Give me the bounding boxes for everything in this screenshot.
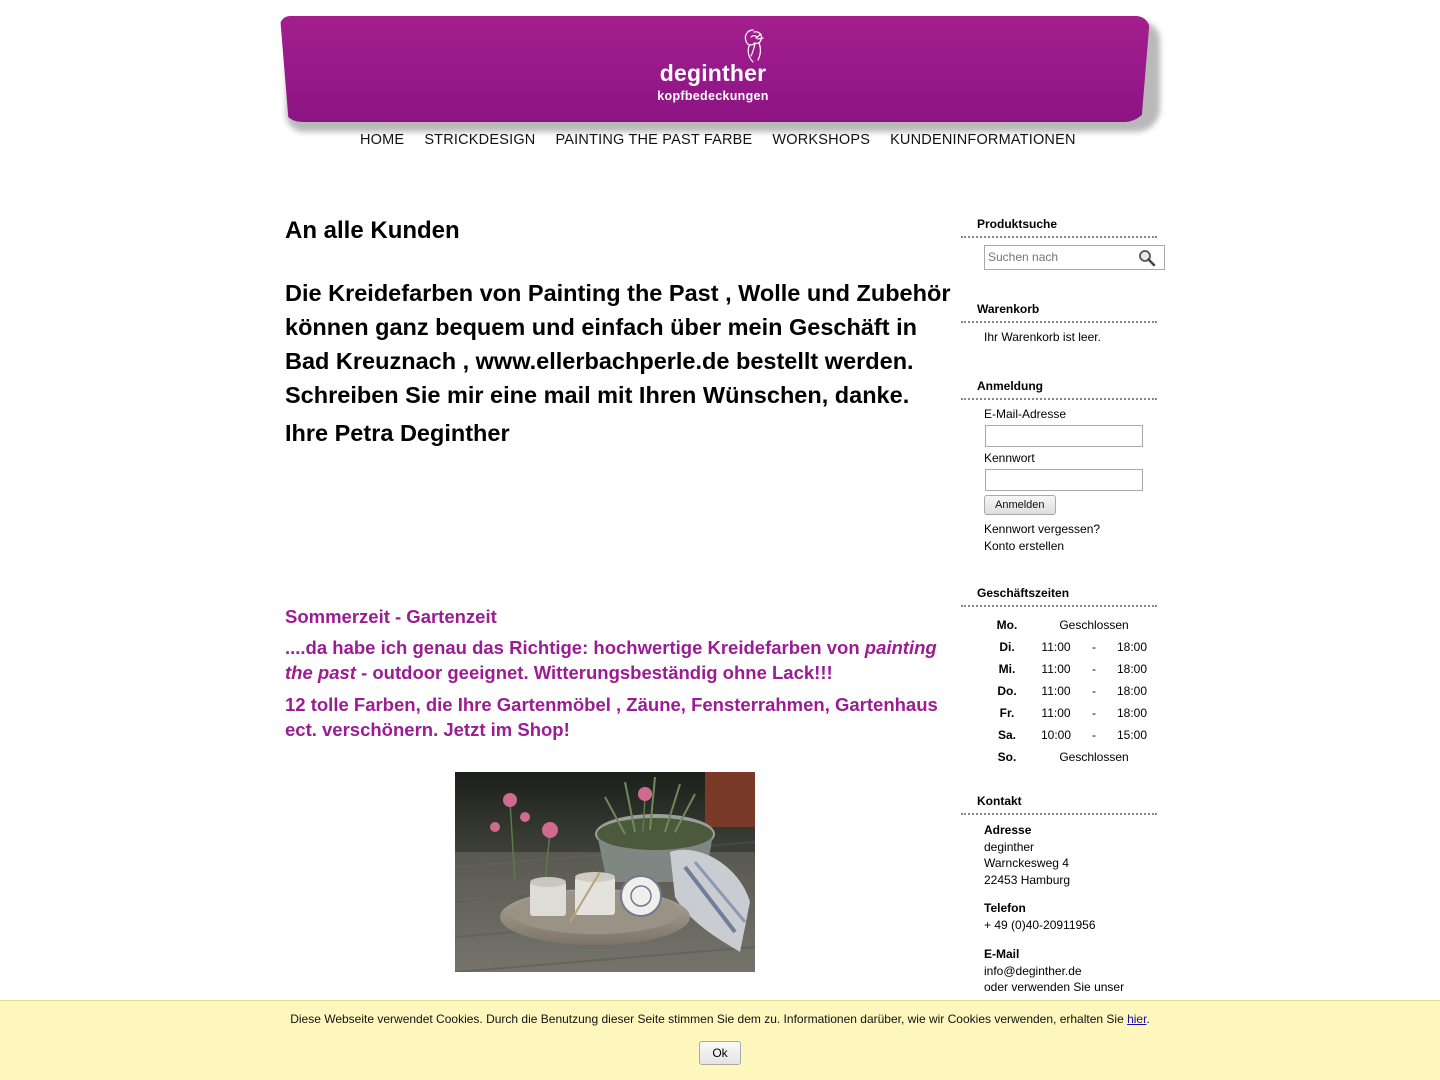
address-line: 22453 Hamburg [984,872,1071,887]
hours-row [984,658,1158,680]
cart-widget [961,301,1157,344]
signature: Ihre Petra Deginther [285,420,510,446]
search-title: Produktsuche [977,217,1058,231]
close-time: 18:00 [1116,640,1148,654]
hours-widget [961,585,1158,768]
day: So. [997,750,1017,764]
nav-kundeninformationen[interactable]: KUNDENINFORMATIONEN [890,132,1076,148]
summer-p1-start: ....da habe ich genau das Richtige: hochwertige Kreidefarben von [285,637,865,658]
divider [961,813,1157,815]
page-heading: An alle Kunden [285,217,460,244]
hours-row [984,746,1158,768]
summer-paragraph-2: 12 tolle Farben, die Ihre Gartenmöbel , Zäune, Fensterrahmen, Gartenhaus ect. verschönern. Jetzt im Shop! [285,694,938,740]
open-time: 11:00 [1041,706,1071,720]
search-field-wrapper [984,245,1165,270]
cookie-text [0,1012,1440,1026]
main-navigation [350,132,1086,148]
close-time: 18:00 [1116,684,1148,698]
register-link[interactable]: Konto erstellen [984,539,1065,553]
close-time: 15:00 [1116,728,1148,742]
address-line: Warnckesweg 4 [984,856,1069,870]
site-logo[interactable] [653,28,773,108]
separator: - [1092,640,1096,654]
photo-illustration [455,772,755,972]
password-label: Kennwort [984,451,1035,465]
hours-row [984,614,1158,636]
search-input[interactable] [985,246,1133,268]
close-time: 18:00 [1116,706,1148,720]
hours-row [984,724,1158,746]
email-label: E-Mail-Adresse [984,407,1067,421]
logo-subtitle: kopfbedeckungen [657,89,769,103]
day: Fr. [999,706,1015,720]
cookie-info-link[interactable]: hier [1127,1012,1147,1026]
closed: Geschlossen [1059,618,1129,632]
address-line: deginther [984,839,1035,854]
cookie-message: Diese Webseite verwendet Cookies. Durch die Benutzung dieser Seite stimmen Sie dem zu. Informationen darüber, wie wir Cookies verwenden, erhalten Sie [290,1012,1128,1026]
closed: Geschlossen [1059,750,1129,764]
divider [961,321,1157,323]
cookie-ok-button[interactable]: Ok [699,1041,741,1065]
email-address[interactable]: info@deginther.de [984,963,1082,978]
intro-paragraph: Die Kreidefarben von Painting the Past , Wolle und Zubehör können ganz bequem und einfach über mein Geschäft in Bad Kreuznach , www.ellerbachperle.de bestellt werden. Schreiben Sie mir eine mail mit Ihren Wünschen, danke. [285,280,951,408]
summer-paragraph-1 [285,635,960,685]
logo-name: deginther [659,60,767,86]
cookie-period: . [1146,1012,1150,1026]
email-note: oder verwenden Sie unser [984,980,1125,994]
separator: - [1092,662,1096,676]
phone-label: Telefon [984,901,1026,915]
phone-number: + 49 (0)40-20911956 [984,917,1096,932]
login-body [961,407,1157,555]
hours-row [984,636,1158,658]
hours-title: Geschäftszeiten [977,586,1070,600]
nav-home[interactable]: HOME [360,132,405,148]
login-button[interactable]: Anmelden [984,495,1056,515]
nav-workshops[interactable]: WORKSHOPS [772,132,871,148]
separator: - [1092,706,1096,720]
password-field[interactable] [985,469,1143,491]
day: Do. [997,684,1017,698]
divider [961,605,1157,607]
hours-row [984,702,1158,724]
summer-title: Sommerzeit - Gartenzeit [285,606,497,627]
forgot-password-link[interactable]: Kennwort vergessen? [984,522,1101,536]
email-contact-label: E-Mail [984,947,1020,961]
open-time: 11:00 [1041,640,1071,654]
search-body [961,245,1165,270]
contact-title: Kontakt [977,794,1022,808]
separator: - [1092,684,1096,698]
cart-title: Warenkorb [977,302,1040,316]
divider [961,236,1157,238]
summer-p1-end: - outdoor geeignet. Witterungsbeständig ohne Lack!!! [355,662,833,683]
day: Sa. [997,728,1016,742]
summer-p1-brand: painting the past [285,637,937,683]
day: Di. [999,640,1015,654]
login-widget [961,378,1157,555]
search-icon[interactable] [1138,249,1156,267]
search-widget [961,216,1165,270]
nav-strickdesign[interactable]: STRICKDESIGN [424,132,536,148]
contact-widget [961,793,1157,996]
divider [961,398,1157,400]
open-time: 10:00 [1040,728,1072,742]
separator: - [1092,728,1096,742]
login-title: Anmeldung [977,379,1043,393]
nav-painting-the-past[interactable]: PAINTING THE PAST FARBE [555,132,753,148]
contact-body [961,822,1157,996]
hours-row [984,680,1158,702]
open-time: 11:00 [1041,662,1071,676]
day: Mi. [998,662,1016,676]
cart-empty-text: Ihr Warenkorb ist leer. [984,330,1101,344]
main-content [285,216,960,740]
header-banner [280,16,1156,128]
hours-table [984,614,1158,768]
cookie-banner [0,1000,1440,1080]
address-label: Adresse [984,823,1032,837]
open-time: 11:00 [1041,684,1071,698]
day: Mo. [996,618,1018,632]
woman-with-hat-icon [739,28,769,64]
garden-paint-photo [455,772,755,972]
email-field[interactable] [985,425,1143,447]
close-time: 18:00 [1116,662,1148,676]
